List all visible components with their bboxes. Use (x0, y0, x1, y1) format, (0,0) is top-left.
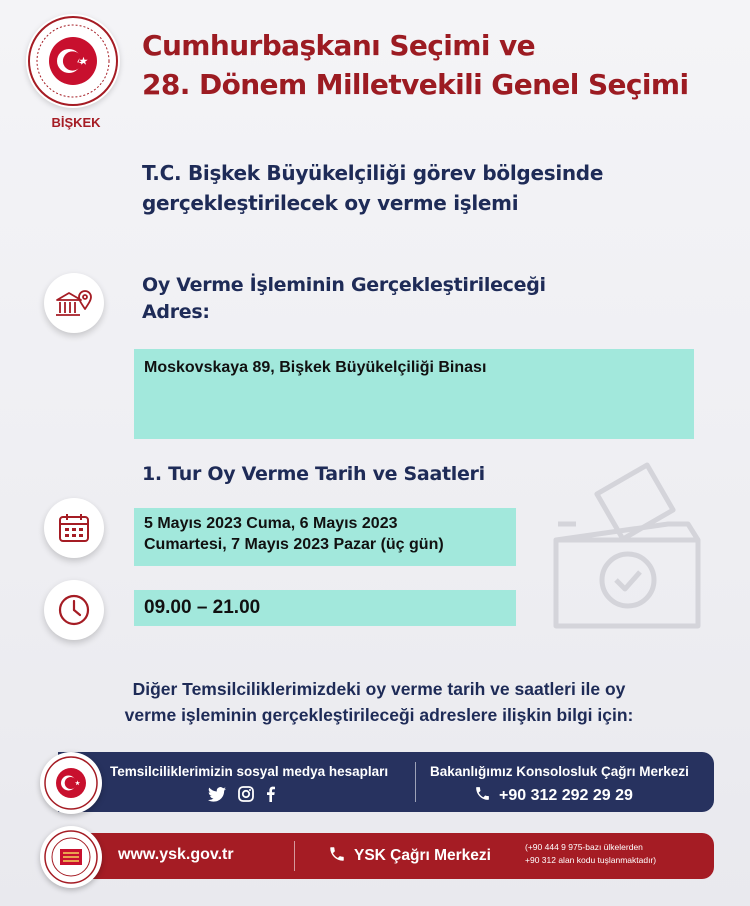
ysk-call-center-label: YSK Çağrı Merkezi (354, 847, 491, 864)
consular-call-center-label: Bakanlığımız Konsolosluk Çağrı Merkezi (430, 764, 689, 779)
ysk-call-center-note (525, 841, 656, 867)
round1-heading: 1. Tur Oy Verme Tarih ve Saatleri (142, 463, 485, 485)
info-line-2: verme işleminin gerçekleştirileceği adreslere ilişkin bilgi için: (124, 705, 634, 725)
title-line-2: 28. Dönem Milletvekili Genel Seçimi (142, 68, 689, 101)
ysk-note-line-2: +90 312 alan kodu tuşlanmaktadır) (525, 855, 657, 865)
ysk-seal-logo (40, 826, 102, 888)
title-line-1: Cumhurbaşkanı Seçimi ve (142, 29, 536, 62)
consular-phone[interactable] (474, 785, 633, 806)
ysk-bar (58, 833, 714, 879)
address-heading-line-1: Oy Verme İşleminin Gerçekleştirileceği (142, 274, 546, 296)
subtitle-line-2: gerçekleştirilecek oy verme işlemi (142, 191, 519, 215)
calendar-icon (44, 498, 104, 558)
bar-divider (415, 762, 416, 802)
info-line-1: Diğer Temsilciliklerimizdeki oy verme tarih ve saatleri ile oy (132, 679, 626, 699)
page-title (142, 26, 732, 104)
dates-line-2: Cumartesi, 7 Mayıs 2023 Pazar (üç gün) (144, 536, 444, 553)
social-and-call-center-bar (58, 752, 714, 812)
dates-box (134, 508, 516, 566)
twitter-icon[interactable] (208, 787, 226, 806)
embassy-seal-logo (26, 14, 120, 108)
phone-icon (474, 785, 491, 806)
phone-icon (328, 845, 346, 867)
ysk-note-line-1: (+90 444 9 975-bazı ülkelerden (525, 842, 643, 852)
hours-box: 09.00 – 21.00 (134, 590, 516, 626)
clock-icon (44, 580, 104, 640)
seal-city-label: BİŞKEK (51, 115, 101, 130)
social-media-label: Temsilciliklerimizin sosyal medya hesapları (110, 764, 389, 779)
subtitle (142, 158, 702, 218)
embassy-location-icon (44, 273, 104, 333)
address-heading-line-2: Adres: (142, 301, 210, 323)
address-box: Moskovskaya 89, Bişkek Büyükelçiliği Binası (134, 349, 694, 439)
instagram-icon[interactable] (238, 786, 254, 806)
ballot-box-icon (548, 462, 708, 634)
address-heading (142, 272, 546, 326)
facebook-icon[interactable] (266, 786, 275, 806)
ysk-call-center[interactable] (328, 845, 491, 867)
social-icons (208, 786, 275, 806)
info-text (34, 676, 724, 728)
dates-line-1: 5 Mayıs 2023 Cuma, 6 Mayıs 2023 (144, 515, 398, 532)
red-bar-divider (294, 841, 295, 871)
subtitle-line-1: T.C. Bişkek Büyükelçiliği görev bölgesinde (142, 161, 604, 185)
embassy-seal-small-logo (40, 752, 102, 814)
ysk-website-link[interactable]: www.ysk.gov.tr (118, 846, 234, 863)
consular-phone-number: +90 312 292 29 29 (499, 786, 633, 804)
